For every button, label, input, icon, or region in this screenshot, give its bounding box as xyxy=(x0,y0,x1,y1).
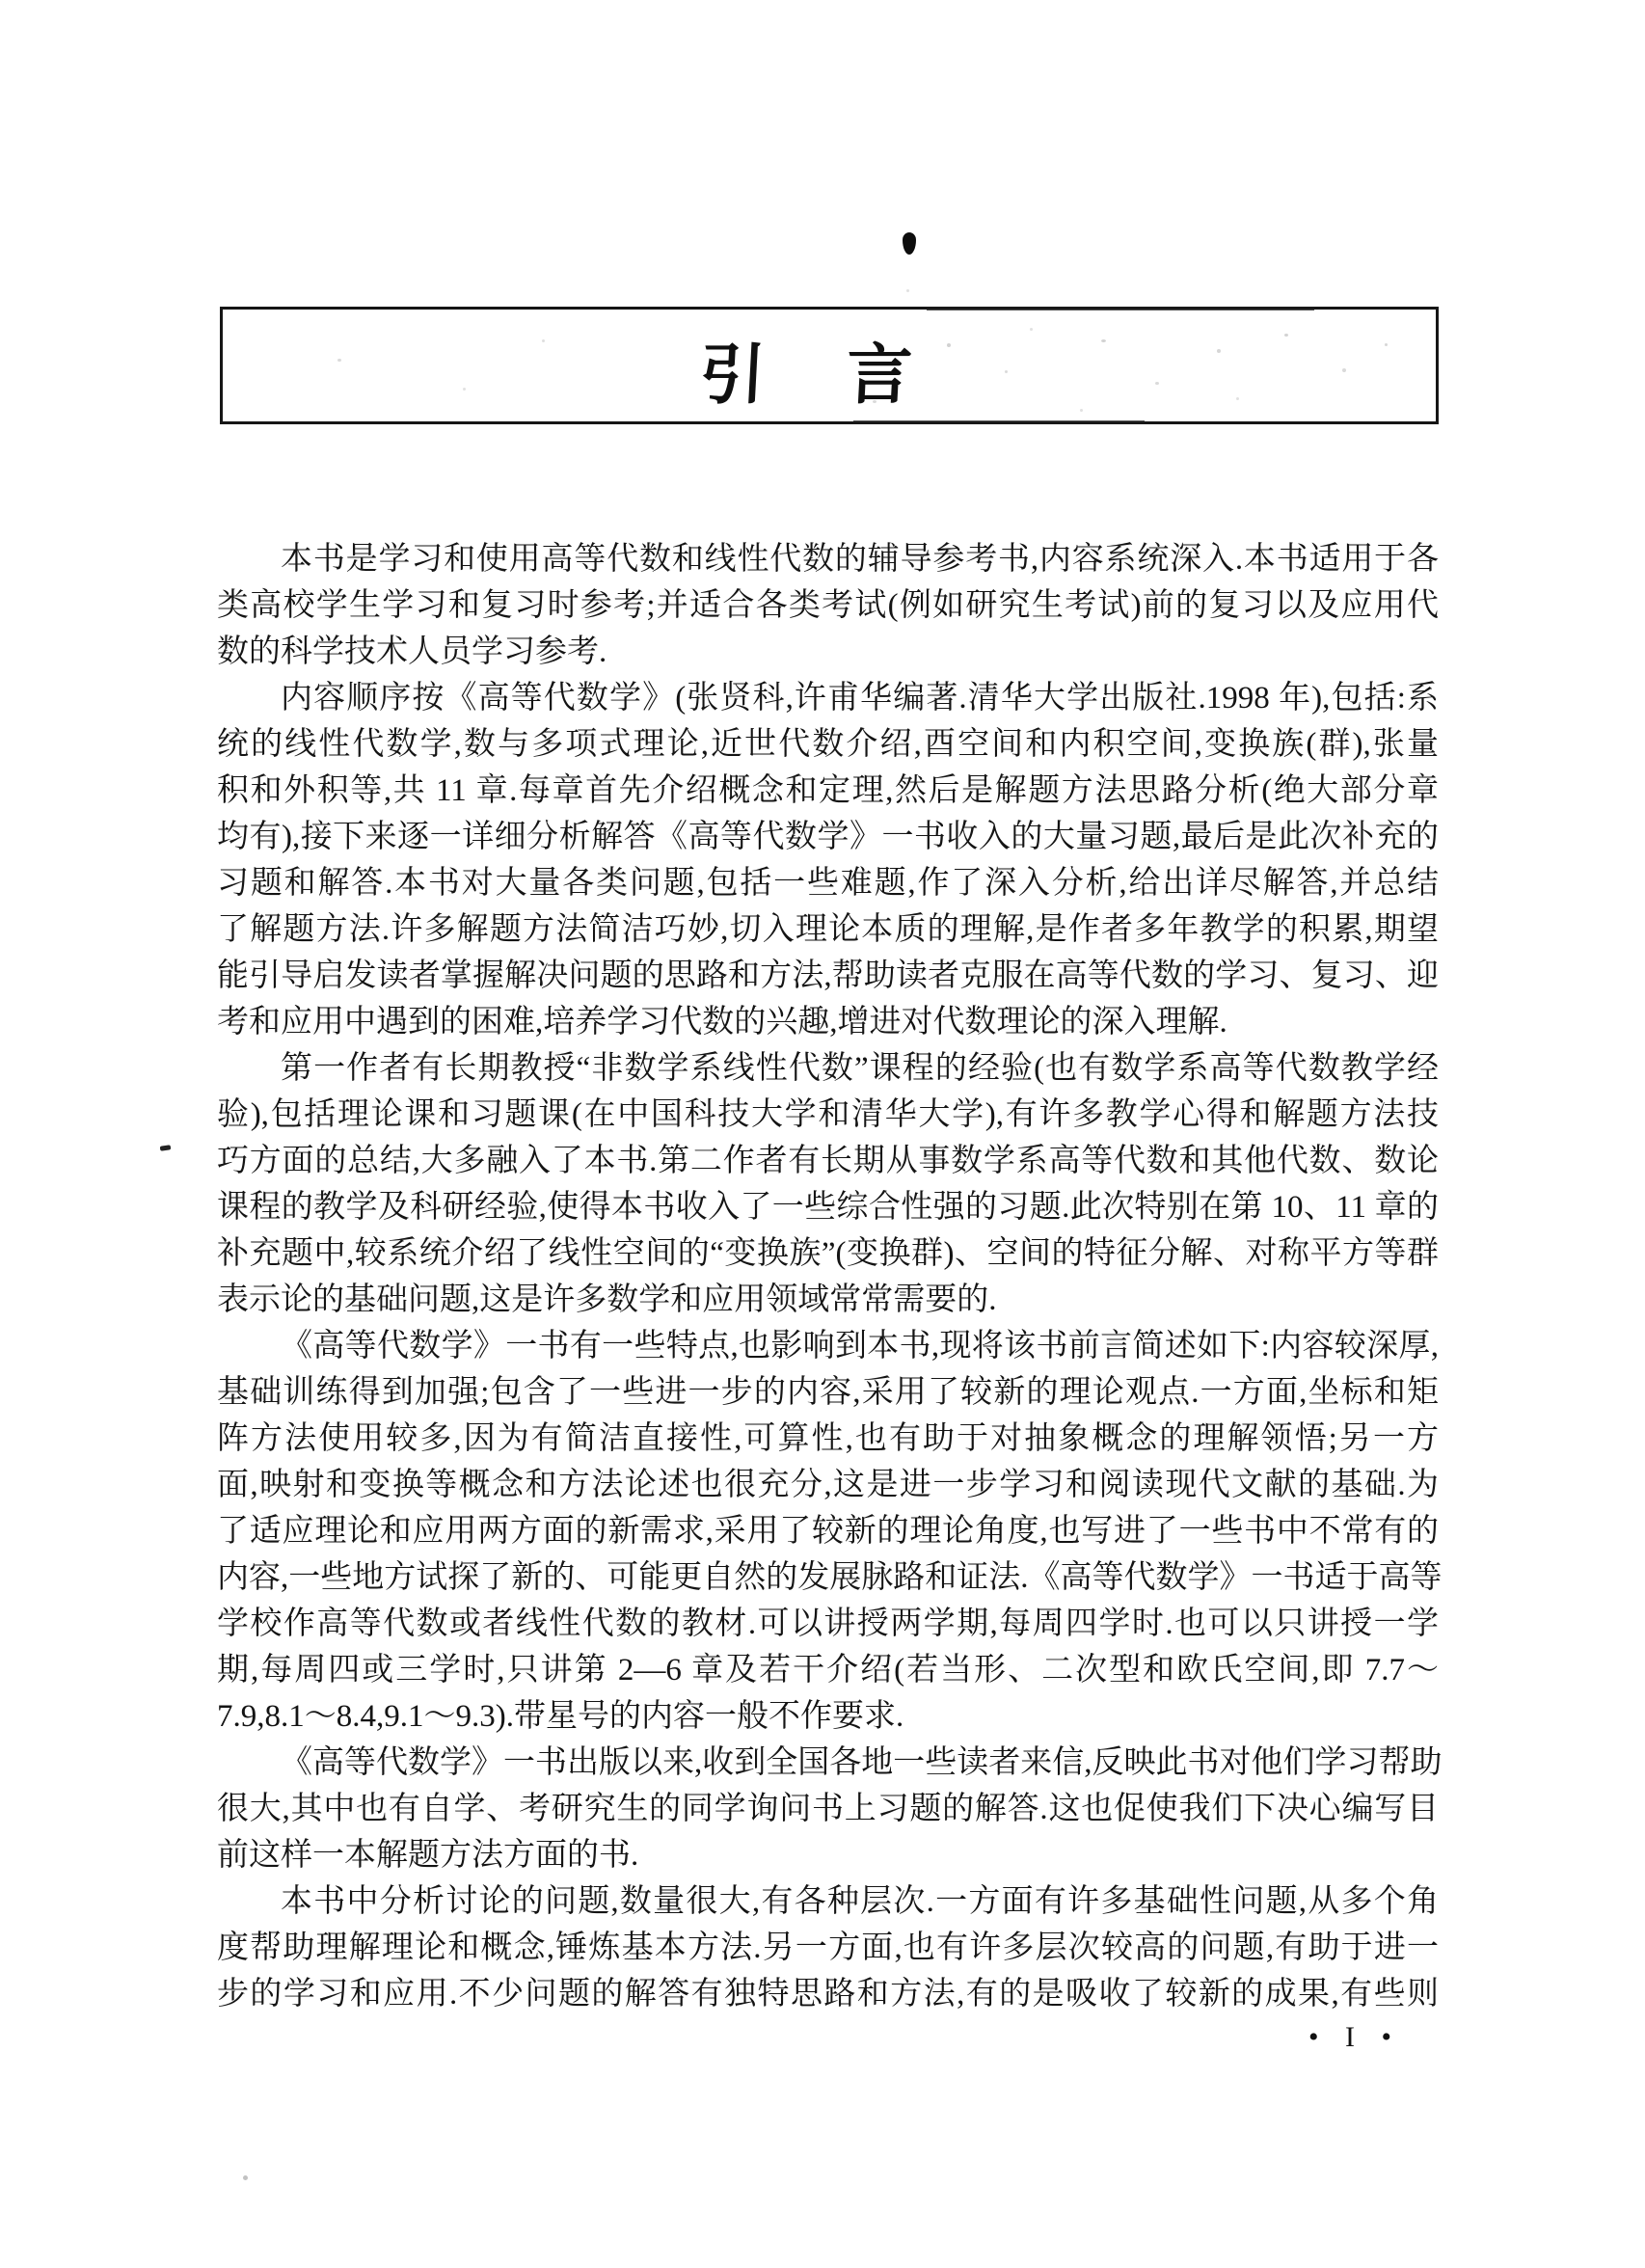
text-line: 学校作高等代数或者线性代数的教材.可以讲授两学期,每周四学时.也可以只讲授一学 xyxy=(217,1606,1439,1641)
ink-blot xyxy=(903,232,916,255)
scan-streak xyxy=(853,420,1145,424)
scan-streak xyxy=(927,307,1315,310)
scan-noise xyxy=(1342,368,1346,372)
scan-noise xyxy=(542,339,545,342)
scan-noise xyxy=(873,400,876,403)
text-line: 能引导启发读者掌握解决问题的思路和方法,帮助读者克服在高等代数的学习、复习、迎 xyxy=(217,958,1439,993)
text-line: 巧方面的总结,大多融入了本书.第二作者有长期从事数学系高等代数和其他代数、数论 xyxy=(217,1144,1439,1178)
body-text xyxy=(217,536,1443,2017)
scan-noise xyxy=(1155,382,1159,385)
text-line: 补充题中,较系统介绍了线性空间的“变换族”(变换群)、空间的特征分解、对称平方等群 xyxy=(217,1236,1439,1271)
scan-mark xyxy=(243,2175,248,2180)
text-line: 考和应用中遇到的困难,培养学习代数的兴趣,增进对代数理论的深入理解. xyxy=(217,1005,1227,1040)
scan-noise xyxy=(1236,397,1239,400)
text-line: 表示论的基础问题,这是许多数学和应用领域常常需要的. xyxy=(217,1282,997,1317)
text-line: 步的学习和应用.不少问题的解答有独特思路和方法,有的是吸收了较新的成果,有些则 xyxy=(217,1977,1440,2012)
scan-noise xyxy=(906,289,909,292)
text-line: 本书是学习和使用高等代数和线性代数的辅导参考书,内容系统深入.本书适用于各 xyxy=(281,542,1439,577)
text-line: 了适应理论和应用两方面的新需求,采用了较新的理论角度,也写进了一些书中不常有的 xyxy=(217,1514,1439,1549)
text-line: 前这样一本解题方法方面的书. xyxy=(217,1838,639,1873)
scan-noise xyxy=(1080,409,1083,412)
scan-noise xyxy=(337,359,341,362)
scan-mark xyxy=(160,1145,172,1150)
page-title: 引 言 xyxy=(697,338,922,412)
text-line: 内容,一些地方试探了新的、可能更自然的发展脉路和证法.《高等代数学》一书适于高等 xyxy=(217,1560,1443,1595)
text-line: 很大,其中也有自学、考研究生的同学询问书上习题的解答.这也促使我们下决心编写目 xyxy=(217,1792,1439,1826)
scan-noise xyxy=(947,343,951,347)
scan-noise xyxy=(1101,339,1106,342)
text-line: 阵方法使用较多,因为有简洁直接性,可算性,也有助于对抽象概念的理解领悟;另一方 xyxy=(217,1421,1439,1456)
text-line: 类高校学生学习和复习时参考;并适合各类考试(例如研究生考试)前的复习以及应用代 xyxy=(217,588,1439,623)
page-number: • I • xyxy=(1308,2021,1401,2053)
text-line: 均有),接下来逐一详细分析解答《高等代数学》一书收入的大量习题,最后是此次补充的 xyxy=(217,820,1439,854)
scan-noise xyxy=(1217,349,1221,353)
text-line: 了解题方法.许多解题方法简洁巧妙,切入理论本质的理解,是作者多年教学的积累,期望 xyxy=(217,912,1439,947)
text-line: 积和外积等,共 11 章.每章首先介绍概念和定理,然后是解题方法思路分析(绝大部分章 xyxy=(217,773,1439,808)
text-line: 内容顺序按《高等代数学》(张贤科,许甫华编著.清华大学出版社.1998 年),包括:系 xyxy=(281,681,1439,716)
text-line: 《高等代数学》一书出版以来,收到全国各地一些读者来信,反映此书对他们学习帮助 xyxy=(281,1745,1443,1780)
text-line: 统的线性代数学,数与多项式理论,近世代数介绍,酉空间和内积空间,变换族(群),张量 xyxy=(217,727,1439,762)
text-line: 第一作者有长期教授“非数学系线性代数”课程的经验(也有数学系高等代数教学经 xyxy=(281,1051,1439,1086)
scan-noise xyxy=(463,388,466,391)
section-title-box xyxy=(220,307,1439,424)
text-line: 习题和解答.本书对大量各类问题,包括一些难题,作了深入分析,给出详尽解答,并总结 xyxy=(217,866,1439,901)
text-line: 本书中分析讨论的问题,数量很大,有各种层次.一方面有许多基础性问题,从多个角 xyxy=(281,1884,1439,1919)
text-line: 验),包括理论课和习题课(在中国科技大学和清华大学),有许多教学心得和解题方法技 xyxy=(217,1097,1439,1132)
text-line: 面,映射和变换等概念和方法论述也很充分,这是进一步学习和阅读现代文献的基础.为 xyxy=(217,1468,1439,1502)
text-line: 7.9,8.1～8.4,9.1～9.3).带星号的内容一般不作要求. xyxy=(217,1699,904,1734)
scan-noise xyxy=(1385,343,1388,346)
text-line: 数的科学技术人员学习参考. xyxy=(217,634,607,669)
text-line: 课程的教学及科研经验,使得本书收入了一些综合性强的习题.此次特别在第 10、11 章的 xyxy=(217,1190,1439,1225)
scan-noise xyxy=(1005,370,1008,373)
scan-noise xyxy=(1284,334,1288,337)
text-line: 《高等代数学》一书有一些特点,也影响到本书,现将该书前言简述如下:内容较深厚, xyxy=(281,1329,1439,1364)
text-line: 期,每周四或三学时,只讲第 2—6 章及若干介绍(若当形、二次型和欧氏空间,即 7.7～ xyxy=(217,1653,1439,1688)
scan-noise xyxy=(1030,328,1033,331)
text-line: 基础训练得到加强;包含了一些进一步的内容,采用了较新的理论观点.一方面,坐标和矩 xyxy=(217,1375,1439,1410)
text-line: 度帮助理解理论和概念,锤炼基本方法.另一方面,也有许多层次较高的问题,有助于进一 xyxy=(217,1930,1439,1965)
